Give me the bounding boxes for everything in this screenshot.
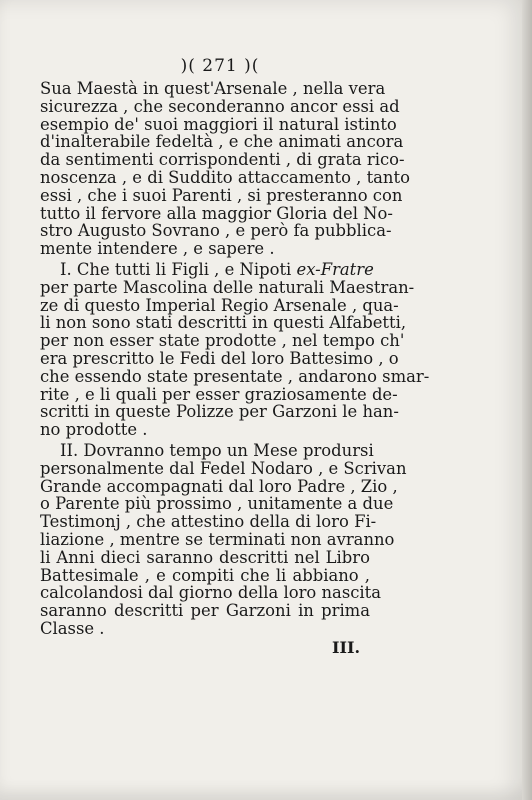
text-line: Classe . [40,618,105,638]
text-line: li Anni dieci saranno descritti nel Libro [40,547,370,567]
text-line: essi , che i suoi Parenti , si presteranno con [40,185,403,205]
text-line: no prodotte . [40,420,148,440]
text-line: per parte Mascolina delle naturali Maestran- [40,277,415,297]
text-line [40,259,374,279]
body-text [40,79,430,638]
text-line: Grande accompagnati dal loro Padre , Zio , [40,476,398,496]
text-line: esempio de' suoi maggiori il natural istinto [40,114,397,134]
paragraph [40,440,407,638]
text-line-start: I. Che tutti li Figli , e Nipoti [60,259,292,279]
catchword: III. [332,638,361,657]
text-line: noscenza , e di Suddito attaccamento , tanto [40,167,410,187]
text-line: d'inalterabile fedeltà , e che animati ancora [40,132,404,152]
text-line: che essendo state presentate , andarono smar- [40,366,430,386]
text-line: calcolandosi dal giorno della loro nascita [40,583,382,603]
text-line: ze di questo Imperial Regio Arsenale , qua- [40,295,399,315]
text-line: da sentimenti corrispondenti , di grata rico- [40,150,405,170]
text-line: o Parente più prossimo , unitamente a due [40,494,394,514]
text-line: era prescritto le Fedi del loro Battesimo , o [40,348,399,368]
paragraph [40,79,410,259]
text-line: II. Dovranno tempo un Mese prodursi [60,440,374,460]
text-line: personalmente dal Fedel Nodaro , e Scrivan [40,458,407,478]
text-line: rite , e li quali per esser graziosamente de- [40,384,398,404]
paragraph [40,259,430,440]
text-line: Battesimale , e compiti che li abbiano , [40,565,370,585]
page-gutter-shadow [522,0,532,800]
italic-phrase: ex-Fratre [296,259,374,279]
text-line: stro Augusto Sovrano , e però fa pubblica- [40,221,392,241]
text-line: per non esser state prodotte , nel tempo ch' [40,331,405,351]
page-number-header: )( 271 )( [180,56,260,76]
text-line: sicurezza , che seconderanno ancor essi ad [40,96,400,116]
text-line: Sua Maestà in quest'Arsenale , nella vera [40,79,386,98]
text-line: tutto il fervore alla maggior Gloria del No- [40,203,393,223]
text-line: saranno descritti per Garzoni in prima [40,601,370,621]
text-line: mente intendere , e sapere . [40,239,275,259]
text-line: liazione , mentre se terminati non avranno [40,529,395,549]
text-line: Testimonj , che attestino della di loro Fi- [40,512,377,532]
text-line: li non sono stati descritti in questi Alfabetti, [40,313,407,333]
text-line: scritti in queste Polizze per Garzoni le han- [40,402,399,422]
